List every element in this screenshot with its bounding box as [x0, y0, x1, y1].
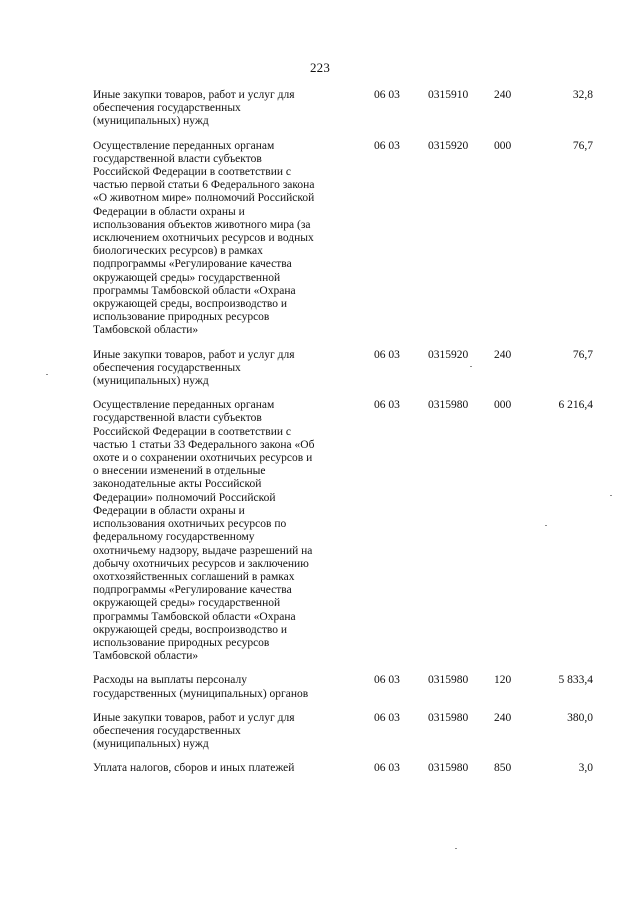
row-section-code: 06 03 — [374, 89, 400, 101]
row-description: Осуществление переданных органам государственной власти субъектов Российской Федерации в соответствии с частью первой статьи 6 Федерального закона «О животном мире» полномочий Российской Федерации в области охраны и использования объектов животного мира (за исключением охотничьих ресурсов и водных биологических ресурсов) в рамках подпрограммы «Регулирование качества окружающей среды» государственной программы Тамбовской области «Охрана окружающей среды, воспроизводство и использование природных ресурсов Тамбовской области» — [93, 139, 315, 337]
scan-speck — [610, 495, 612, 496]
row-expense-type-code: 240 — [494, 711, 512, 724]
scan-speck — [470, 366, 472, 367]
row-amount: 76,7 — [572, 348, 593, 361]
row-description: Осуществление переданных органам государственной власти субъектов Российской Федерации в соответствии с частью 1 статьи 33 Федерального закона «Об охоте и о сохранении охотничьих ресурсов и о внесении изменений в отдельные законодательные акты Российской Федерации» полномочий Российской Федерации в области охраны и использования охотничьих ресурсов по федеральному государственному охотничьему надзору, выдаче разрешений на добычу охотничьих ресурсов и заключению охотхозяйственных соглашений в рамках подпрограммы «Регулирование качества окружающей среды» государственной программы Тамбовской области «Охрана окружающей среды, воспроизводство и использование природных ресурсов Тамбовской области» — [93, 399, 315, 663]
row-amount: 6 216,4 — [558, 399, 593, 412]
row-section-code: 06 03 — [374, 348, 400, 361]
page-number: 223 — [309, 60, 331, 75]
scan-speck — [455, 848, 457, 849]
row-target-article-code: 0315920 — [428, 348, 469, 361]
row-expense-type-code: 240 — [494, 89, 512, 101]
table-row — [0, 712, 640, 752]
row-amount: 5 833,4 — [558, 674, 593, 687]
scan-speck — [46, 374, 48, 375]
row-target-article-code: 0315980 — [428, 674, 469, 687]
row-expense-type-code: 240 — [494, 348, 512, 361]
row-target-article-code: 0315910 — [428, 89, 469, 101]
row-target-article-code: 0315980 — [428, 711, 469, 724]
row-section-code: 06 03 — [374, 762, 400, 775]
table-row — [0, 89, 640, 129]
row-description: Уплата налогов, сборов и иных платежей — [93, 762, 295, 775]
row-section-code: 06 03 — [374, 399, 400, 412]
row-description: Расходы на выплаты персоналу государственных (муниципальных) органов — [93, 674, 309, 700]
row-amount: 76,7 — [572, 139, 593, 152]
table-row — [0, 674, 640, 700]
row-expense-type-code: 850 — [494, 762, 512, 775]
row-expense-type-code: 000 — [494, 139, 512, 152]
row-description: Иные закупки товаров, работ и услуг для обеспечения государственных (муниципальных) нужд — [93, 711, 295, 751]
row-section-code: 06 03 — [374, 711, 400, 724]
row-expense-type-code: 000 — [494, 399, 512, 412]
scan-speck — [545, 525, 547, 526]
row-target-article-code: 0315980 — [428, 399, 469, 412]
row-target-article-code: 0315920 — [428, 139, 469, 152]
table-row — [0, 140, 640, 338]
row-section-code: 06 03 — [374, 139, 400, 152]
table-row — [0, 399, 640, 663]
row-amount: 3,0 — [578, 762, 593, 775]
row-description: Иные закупки товаров, работ и услуг для обеспечения государственных (муниципальных) нужд — [93, 348, 295, 388]
row-amount: 32,8 — [572, 89, 593, 101]
row-expense-type-code: 120 — [494, 674, 512, 687]
row-section-code: 06 03 — [374, 674, 400, 687]
row-amount: 380,0 — [567, 711, 593, 724]
table-row — [0, 349, 640, 389]
row-description: Иные закупки товаров, работ и услуг для обеспечения государственных (муниципальных) нужд — [93, 89, 295, 128]
table-row — [0, 762, 640, 775]
row-target-article-code: 0315980 — [428, 762, 469, 775]
budget-table — [0, 89, 640, 787]
